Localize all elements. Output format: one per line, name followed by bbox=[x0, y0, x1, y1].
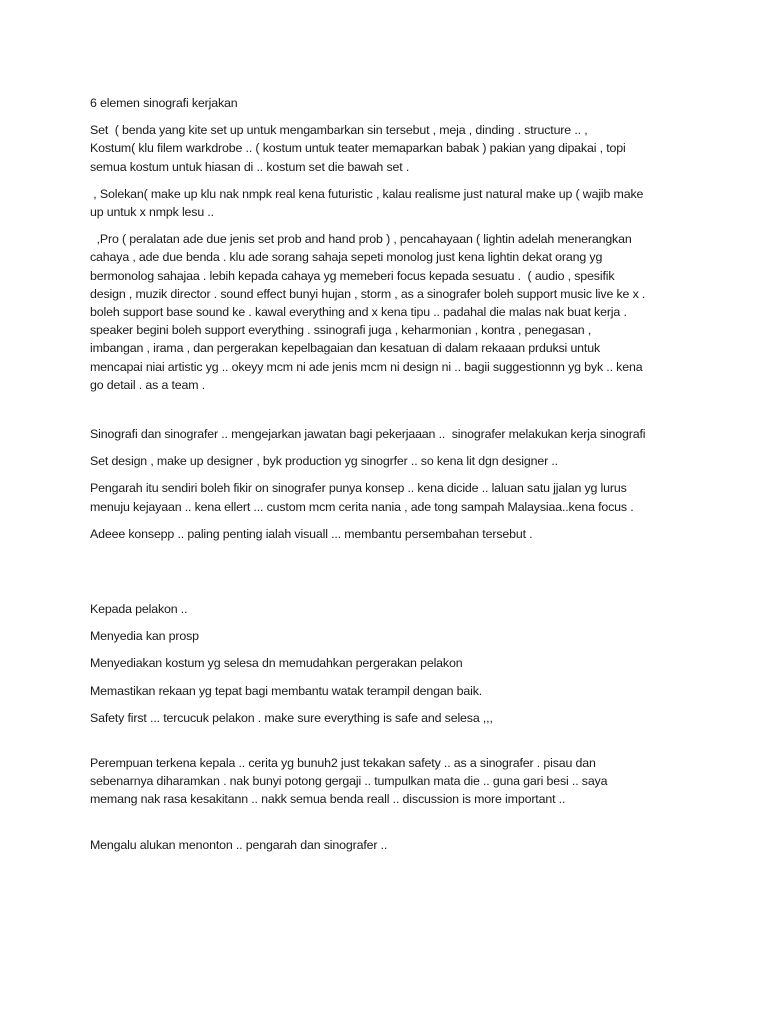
document-page bbox=[90, 94, 690, 863]
text-line: mencapai niai artistic yg .. okeyy mcm ni ade jenis mcm ni design ni .. bagii suggestionnn yg byk .. kena bbox=[90, 359, 643, 374]
text-line: Adeee konsepp .. paling penting ialah visuall ... membantu persembahan tersebut . bbox=[90, 526, 533, 541]
text-line: Set design , make up designer , byk production yg sinogrfer .. so kena lit dgn designer .. bbox=[90, 454, 558, 469]
text-line: Mengalu alukan menonton .. pengarah dan sinografer .. bbox=[90, 837, 388, 852]
paragraph-spacer bbox=[90, 736, 690, 754]
text-line: menuju kejayaan .. kena ellert ... custom mcm cerita nania , ade tong sampah Malaysiaa..kena focus . bbox=[90, 499, 634, 514]
paragraph bbox=[90, 600, 690, 618]
text-line: , Solekan( make up klu nak nmpk real kena futuristic , kalau realisme just natural make up ( wajib make bbox=[90, 186, 644, 201]
text-line: go detail . as a team . bbox=[90, 377, 206, 392]
text-line: design , muzik director . sound effect bunyi hujan , storm , as a sinografer boleh support music live ke x . bbox=[90, 286, 646, 301]
paragraph bbox=[90, 525, 690, 543]
text-line: boleh support base sound ke . kawal everything and x kena tipu .. padahal die malas nak buat kerja . bbox=[90, 305, 627, 320]
paragraph bbox=[90, 121, 690, 176]
text-line: Kepada pelakon .. bbox=[90, 602, 188, 617]
text-line: Menyediakan kostum yg selesa dn memudahkan pergerakan pelakon bbox=[90, 656, 463, 671]
text-line: bermonolog sahajaa . lebih kepada cahaya yg memeberi focus kepada sesuatu . ( audio , spesifik bbox=[90, 268, 615, 283]
paragraph bbox=[90, 682, 690, 700]
paragraph bbox=[90, 452, 690, 470]
paragraph bbox=[90, 425, 690, 443]
text-line: Perempuan terkena kepala .. cerita yg bunuh2 just tekakan safety .. as a sinografer . pisau dan bbox=[90, 756, 596, 771]
text-line: up untuk x nmpk lesu .. bbox=[90, 205, 214, 220]
paragraph-spacer bbox=[90, 403, 690, 425]
text-line: Menyedia kan prosp bbox=[90, 629, 199, 644]
text-line: cahaya , ade due benda . klu ade sorang sahaja sepeti monolog just kena lightin dekat orang yg bbox=[90, 250, 603, 265]
paragraph bbox=[90, 627, 690, 645]
paragraph bbox=[90, 94, 690, 112]
text-line: Safety first ... tercucuk pelakon . make sure everything is safe and selesa ,,, bbox=[90, 710, 493, 725]
paragraph bbox=[90, 654, 690, 672]
paragraph bbox=[90, 836, 690, 854]
text-line: ,Pro ( peralatan ade due jenis set prob and hand prob ) , pencahayaan ( lightin adelah menerangkan bbox=[90, 232, 632, 247]
text-line: Sinografi dan sinografer .. mengejarkan jawatan bagi pekerjaaan .. sinografer melakukan kerja sinografi bbox=[90, 427, 646, 442]
paragraph bbox=[90, 230, 690, 394]
paragraph bbox=[90, 479, 690, 515]
text-line: sebenarnya diharamkan . nak bunyi potong gergaji .. tumpulkan mata die .. guna gari besi .. saya bbox=[90, 774, 608, 789]
paragraph bbox=[90, 185, 690, 221]
text-line: speaker begini boleh support everything . ssinografi juga , keharmonian , kontra , penegasan , bbox=[90, 323, 592, 338]
text-line: Kostum( klu filem warkdrobe .. ( kostum untuk teater memaparkan babak ) pakian yang dipakai , topi bbox=[90, 141, 626, 156]
text-line: Memastikan rekaan yg tepat bagi membantu watak terampil dengan baik. bbox=[90, 683, 483, 698]
paragraph-spacer bbox=[90, 552, 690, 600]
text-line: Set ( benda yang kite set up untuk mengambarkan sin tersebut , meja , dinding . structure .. , bbox=[90, 123, 588, 138]
paragraph bbox=[90, 754, 690, 809]
text-line: semua kostum untuk hiasan di .. kostum set die bawah set . bbox=[90, 159, 410, 174]
text-line: imbangan , irama , dan pergerakan kepelbagaian dan kesatuan di dalam rekaaan prduksi untuk bbox=[90, 341, 601, 356]
text-line: 6 elemen sinografi kerjakan bbox=[90, 96, 238, 110]
paragraph-spacer bbox=[90, 818, 690, 836]
text-line: Pengarah itu sendiri boleh fikir on sinografer punya konsep .. kena dicide .. laluan satu jjalan yg lurus bbox=[90, 481, 627, 496]
text-line: memang nak rasa kesakitann .. nakk semua benda reall .. discussion is more important .. bbox=[90, 792, 566, 807]
paragraph bbox=[90, 709, 690, 727]
